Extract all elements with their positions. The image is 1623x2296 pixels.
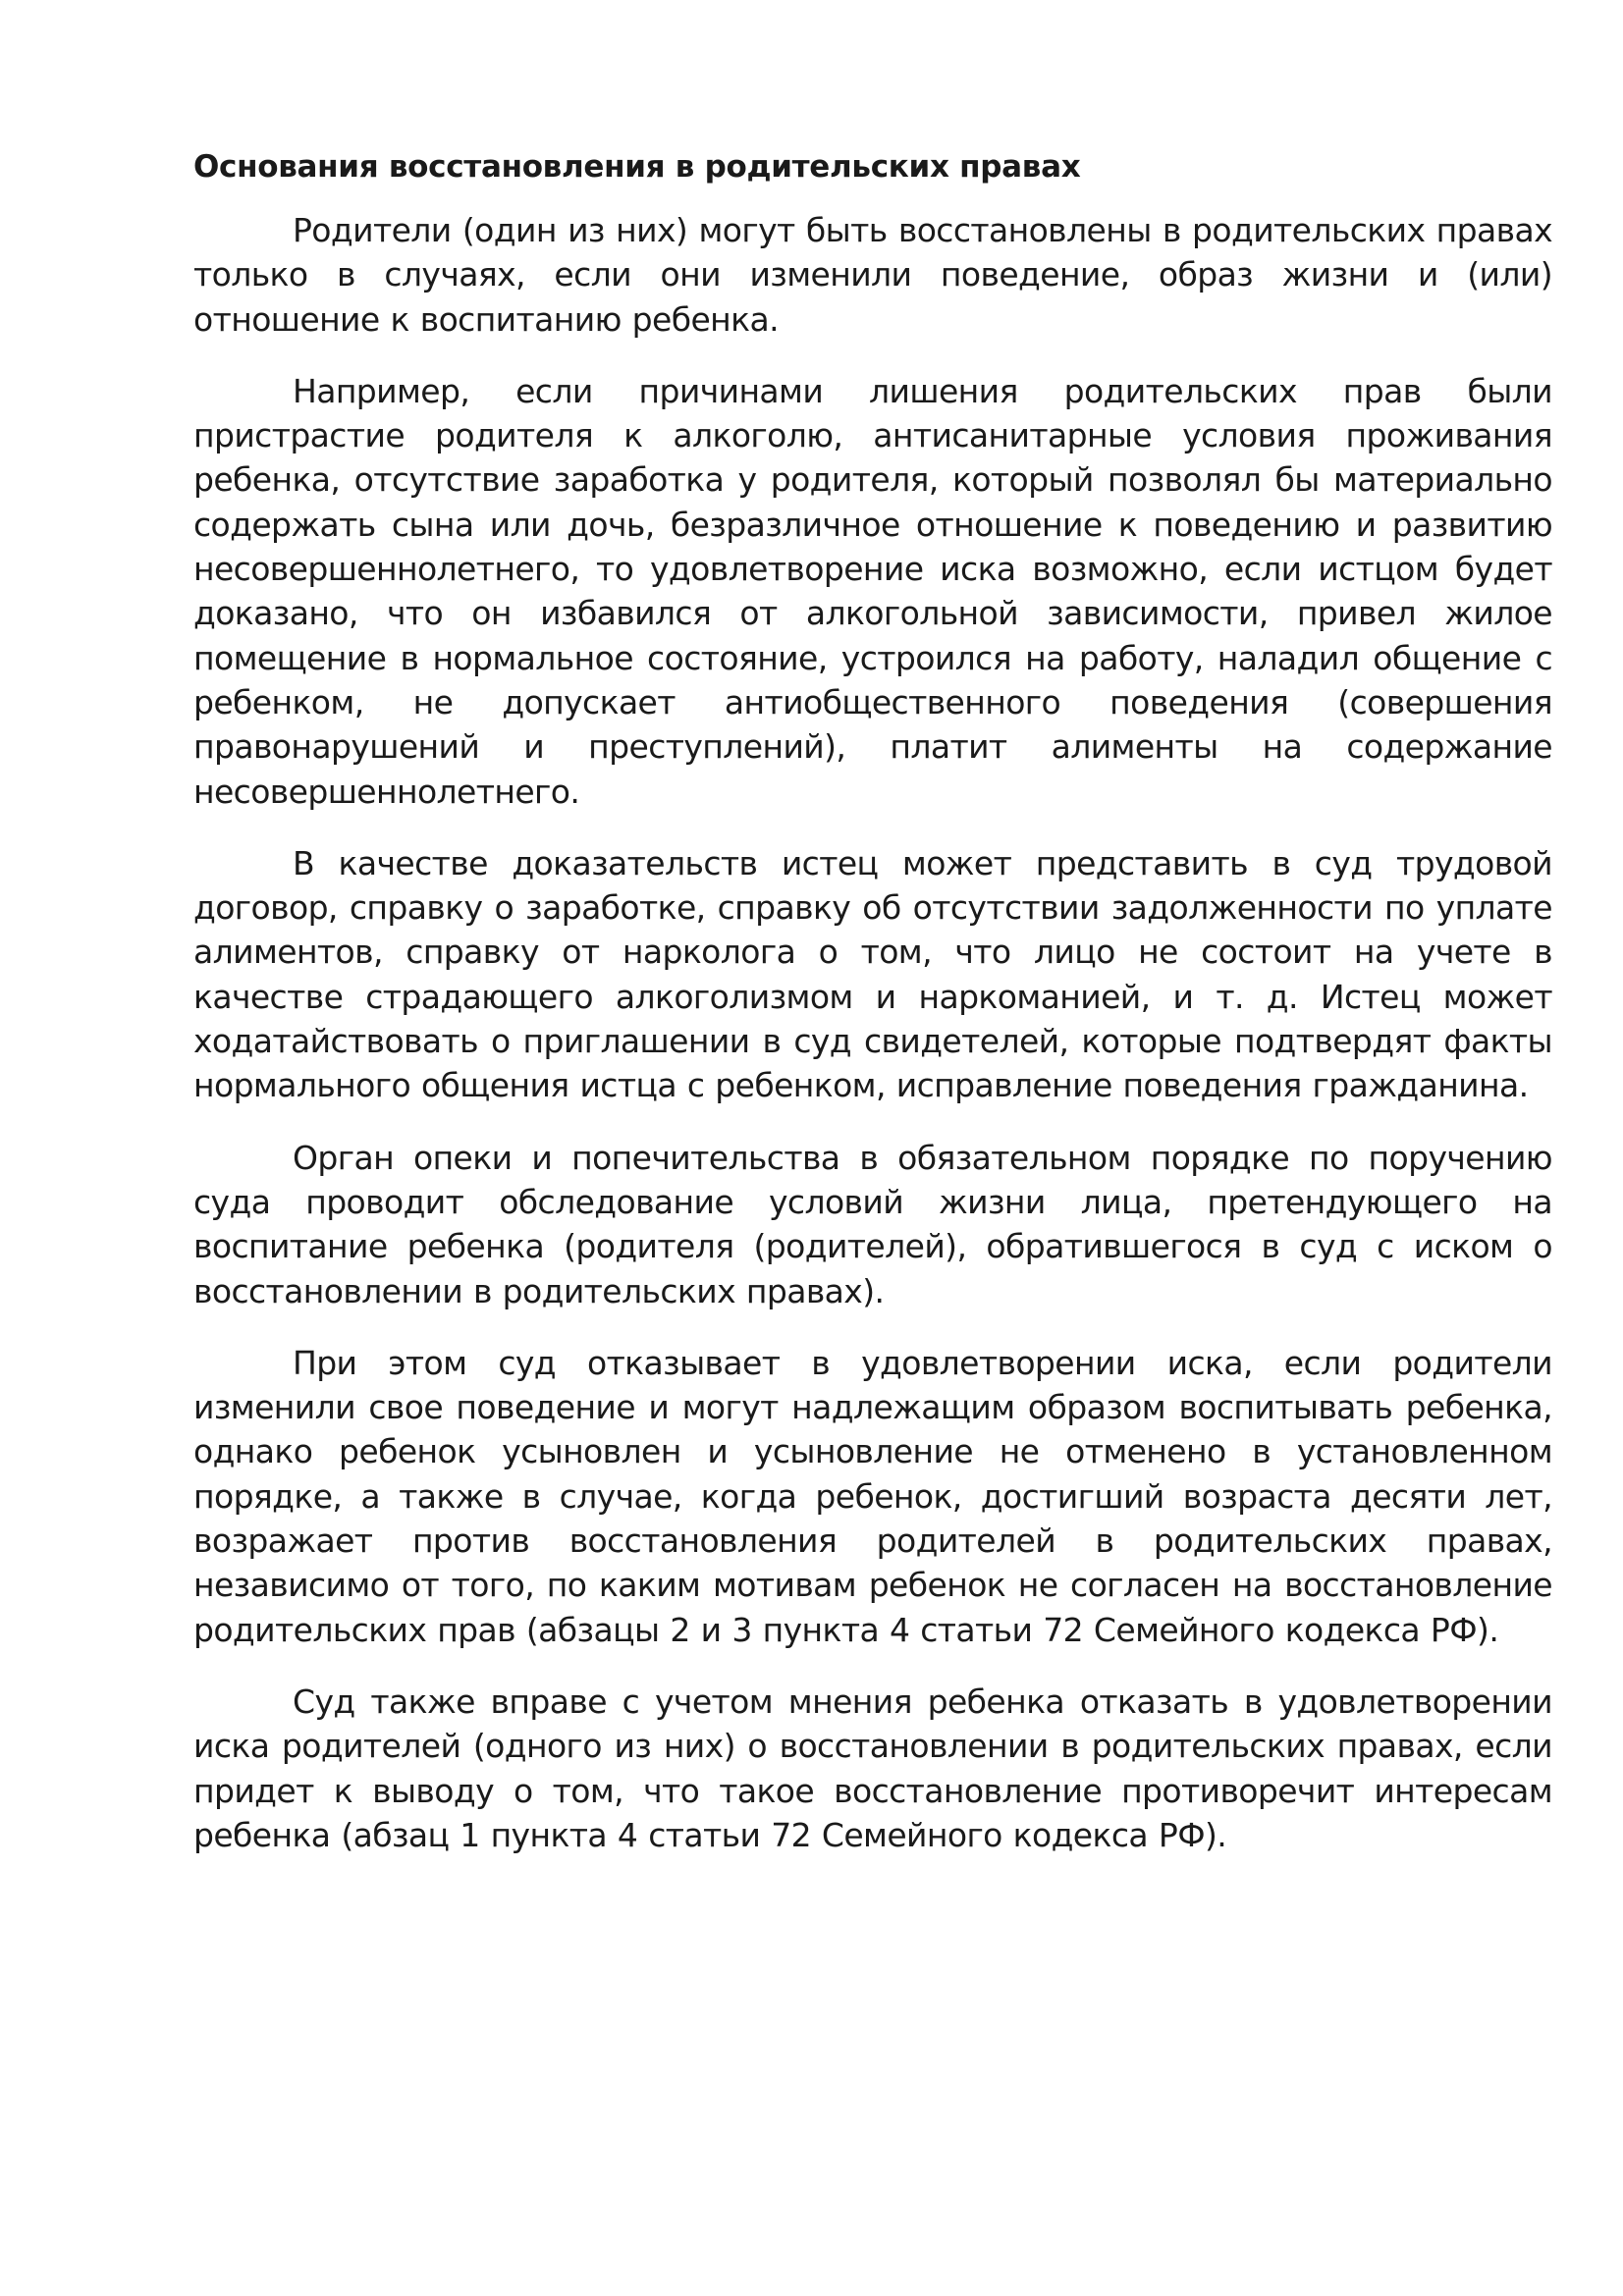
document-title: Основания восстановления в родительских правах: [193, 149, 1081, 185]
paragraph-court-refusal: При этом суд отказывает в удовлетворении иска, если родители изменили свое поведение и могут надлежащим образом воспитывать ребенка, однако ребенок усыновлен и усыновление не отменено в установленном порядке, а также в случае, когда ребенок, достигший возраста десяти лет, возражает против восстановления родителей в родительских правах, независимо от того, по каким мотивам ребенок не согласен на восстановление родительских прав (абзацы 2 и 3 пункта 4 статьи 72 Семейного кодекса РФ).: [193, 1343, 1552, 1649]
document-page: [193, 145, 1552, 1885]
paragraph-restoration-conditions: Родители (один из них) могут быть восстановлены в родительских правах только в случаях, если они изменили поведение, образ жизни и (или) отношение к воспитанию ребенка.: [193, 211, 1552, 339]
paragraph-child-interests: Суд также вправе с учетом мнения ребенка отказать в удовлетворении иска родителей (одного из них) о восстановлении в родительских правах, если придет к выводу о том, что такое восстановление противоречит интересам ребенка (абзац 1 пункта 4 статьи 72 Семейного кодекса РФ).: [193, 1682, 1552, 1854]
paragraph-guardianship-authority: Орган опеки и попечительства в обязательном порядке по поручению суда проводит обследование условий жизни лица, претендующего на воспитание ребенка (родителя (родителей), обратившегося в суд с иском о восстановлении в родительских правах).: [193, 1138, 1552, 1310]
paragraph-evidence: В качестве доказательств истец может представить в суд трудовой договор, справку о заработке, справку об отсутствии задолженности по уплате алиментов, справку от нарколога о том, что лицо не состоит на учете в качестве страдающего алкоголизмом и наркоманией, и т. д. Истец может ходатайствовать о приглашении в суд свидетелей, которые подтвердят факты нормального общения истца с ребенком, исправление поведения гражданина.: [193, 843, 1552, 1105]
paragraph-example: Например, если причинами лишения родительских прав были пристрастие родителя к алкоголю, антисанитарные условия проживания ребенка, отсутствие заработка у родителя, который позволял бы материально содержать сына или дочь, безразличное отношение к поведению и развитию несовершеннолетнего, то удовлетворение иска возможно, если истцом будет доказано, что он избавился от алкогольной зависимости, привел жилое помещение в нормальное состояние, устроился на работу, наладил общение с ребенком, не допускает антиобщественного поведения (совершения правонарушений и преступлений), платит алименты на содержание несовершеннолетнего.: [193, 371, 1552, 811]
